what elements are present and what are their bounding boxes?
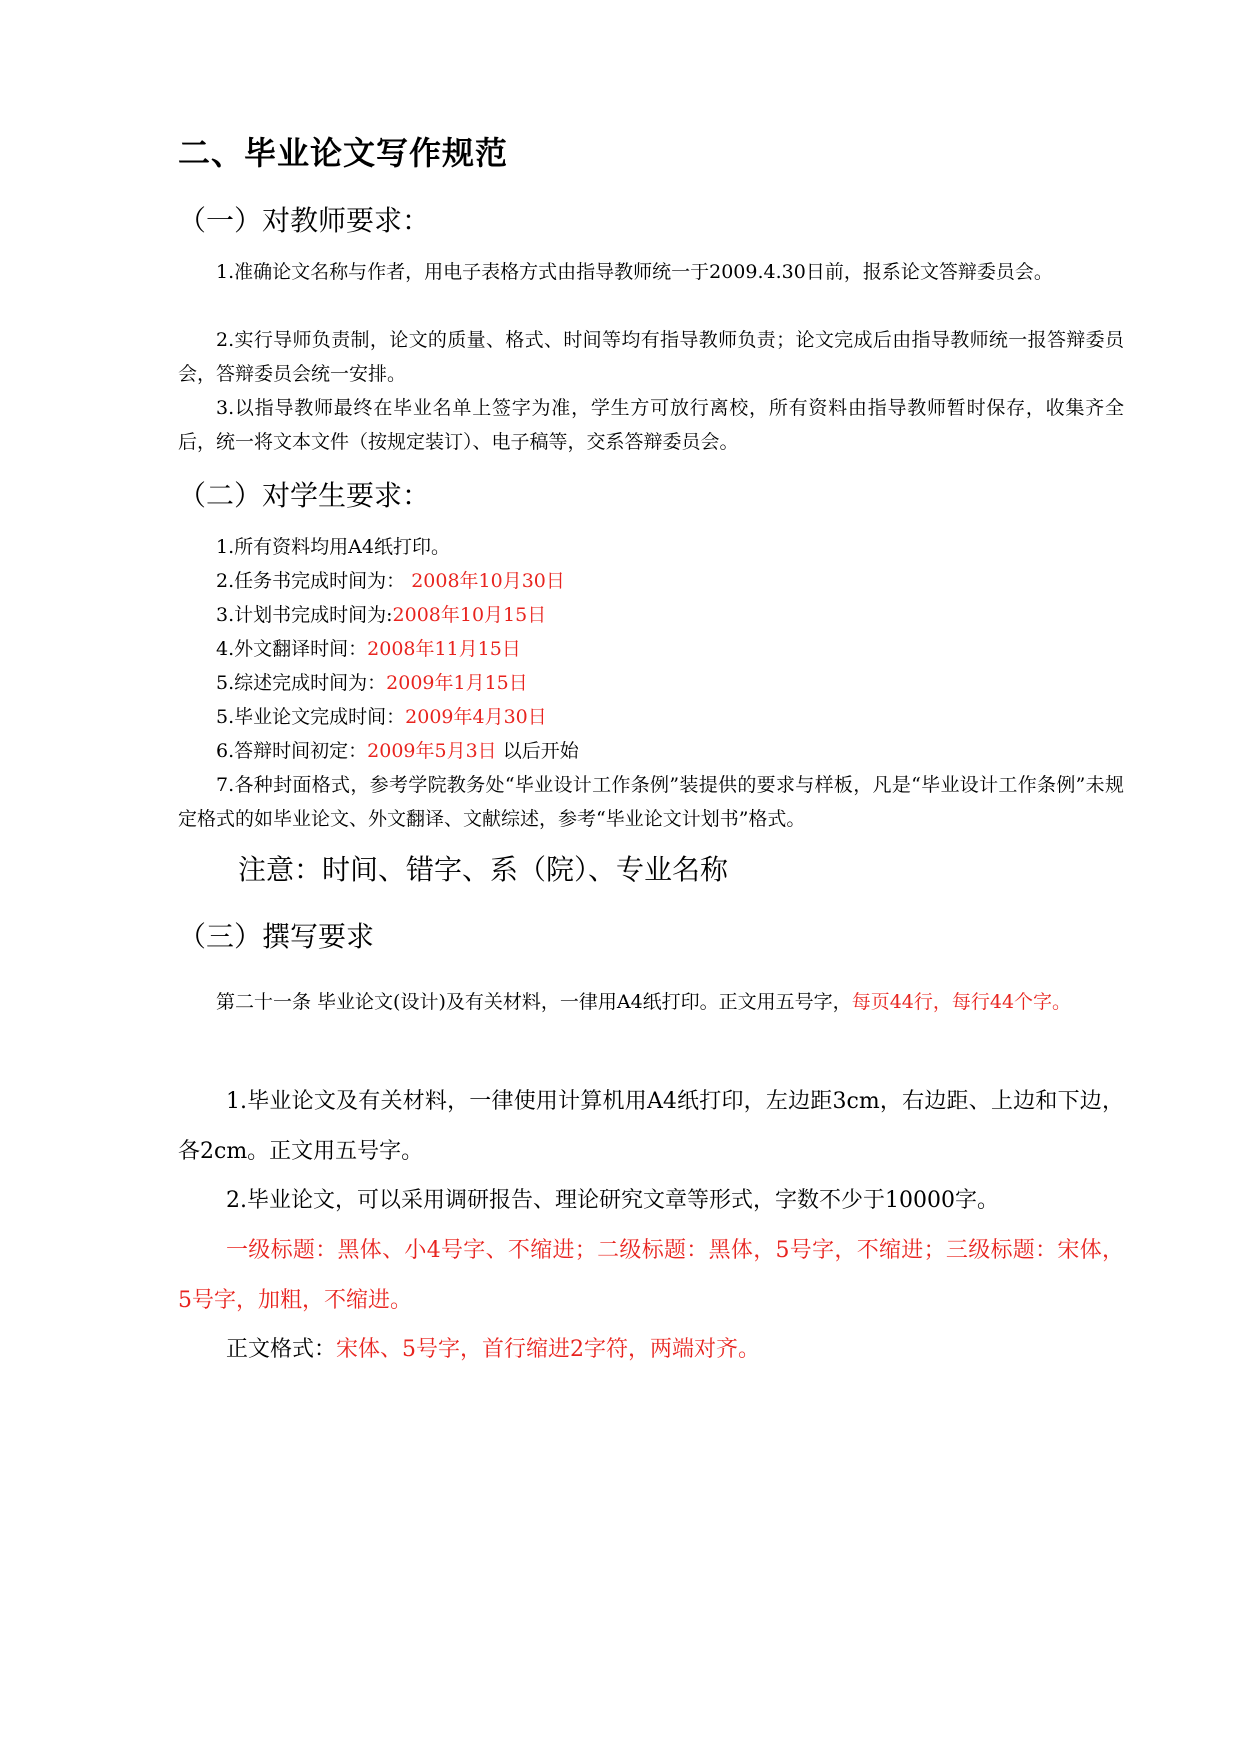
student-requirements-title: （二）对学生要求： — [178, 479, 431, 512]
writing-requirements-title: （三）撰写要求 — [178, 920, 375, 953]
student-item-3-date: 2008年10月15日 — [392, 604, 547, 626]
student-item-7 — [178, 734, 1162, 768]
article-21-red: 每页44行，每行44个字。 — [851, 991, 1072, 1013]
student-item-6-date: 2009年4月30日 — [405, 706, 547, 728]
teacher-item-2: 2.实行导师负责制，论文的质量、格式、时间等均有指导教师负责；论文完成后由指导教师统一报答辩委员会，答辩委员会统一安排。 — [178, 329, 1124, 385]
student-item-2-label: 2.任务书完成时间为： — [216, 570, 406, 592]
body-format-rule — [178, 1325, 1124, 1375]
teacher-item-1: 1.准确论文名称与作者，用电子表格方式由指导教师统一于2009.4.30日前，报系论文答辩委员会。 — [216, 261, 1053, 283]
section-heading: 二、毕业论文写作规范 — [178, 134, 509, 172]
body-format-label: 正文格式： — [226, 1337, 337, 1362]
teacher-requirements-title: （一）对教师要求： — [178, 204, 431, 237]
heading-format-rule: 一级标题：黑体、小4号字、不缩进；二级标题：黑体，5号字，不缩进；三级标题：宋体，5号字，加粗，不缩进。 — [178, 1238, 1124, 1313]
student-item-7-date: 2009年5月3日 — [367, 740, 497, 762]
student-item-8: 7.各种封面格式，参考学院教务处“毕业设计工作条例”装提供的要求与样板，凡是“毕业设计工作条例”未规定格式的如毕业论文、外文翻译、文献综述，参考“毕业论文计划书”格式。 — [178, 774, 1124, 830]
article-21-text: 第二十一条 毕业论文(设计)及有关材料，一律用A4纸打印。正文用五号字， — [216, 991, 852, 1013]
student-item-6-label: 5.毕业论文完成时间： — [216, 706, 406, 728]
article-21 — [178, 978, 1124, 1026]
attention-note: 注意：时间、错字、系（院）、专业名称 — [238, 853, 729, 886]
student-item-4-label: 4.外文翻译时间： — [216, 638, 368, 660]
student-item-4-date: 2008年11月15日 — [367, 638, 521, 660]
body-format-value: 宋体、5号字，首行缩进2字符，两端对齐。 — [336, 1337, 761, 1362]
student-item-5-date: 2009年1月15日 — [386, 672, 528, 694]
student-item-7-suffix: 以后开始 — [502, 740, 579, 762]
student-item-2 — [178, 564, 1162, 598]
student-item-3-label: 3.计划书完成时间为: — [216, 604, 393, 626]
student-item-7-label: 6.答辩时间初定： — [216, 740, 368, 762]
teacher-item-3: 3.以指导教师最终在毕业名单上签字为准，学生方可放行离校，所有资料由指导教师暂时保存，收集齐全后，统一将文本文件（按规定装订）、电子稿等，交系答辩委员会。 — [178, 397, 1124, 453]
student-item-3 — [178, 598, 1162, 632]
student-item-6 — [178, 700, 1162, 734]
student-item-4 — [178, 632, 1162, 666]
writing-point-2: 2.毕业论文，可以采用调研报告、理论研究文章等形式，字数不少于10000字。 — [226, 1188, 999, 1213]
student-item-5 — [178, 666, 1162, 700]
writing-point-1: 1.毕业论文及有关材料，一律使用计算机用A4纸打印，左边距3cm，右边距、上边和下边，各2cm。正文用五号字。 — [178, 1089, 1124, 1164]
student-item-5-label: 5.综述完成时间为： — [216, 672, 387, 694]
student-item-2-date: 2008年10月30日 — [411, 570, 565, 592]
student-item-1: 1.所有资料均用A4纸打印。 — [216, 536, 450, 558]
